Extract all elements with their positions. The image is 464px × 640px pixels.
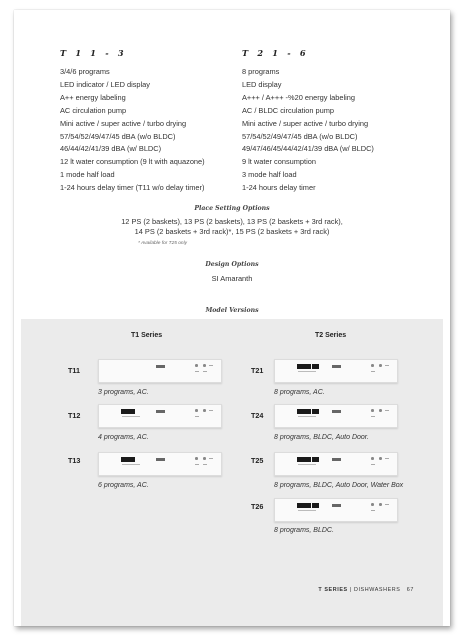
t11-13-spec-column — [60, 48, 205, 195]
place-setting-line: 12 PS (2 baskets), 13 PS (2 baskets), 13 PS (2 baskets + 3rd rack), — [121, 217, 343, 226]
page-number: 67 — [406, 587, 414, 593]
feature-item: 49/47/46/45/44/42/41/39 dBA (w/ BLDC) — [242, 144, 374, 154]
feature-item: 1-24 hours delay timer (T11 w/o delay timer) — [60, 183, 205, 193]
place-setting-line: 14 PS (2 baskets + 3rd rack)*, 15 PS (2 baskets + 3rd rack) — [134, 227, 330, 236]
catalog-page — [14, 10, 450, 626]
feature-item: 57/54/52/49/47/45 dBA (w/o BLDC) — [60, 131, 176, 141]
t2-series-title: T2 Series — [315, 332, 347, 339]
feature-item: 3/4/6 programs — [60, 67, 110, 76]
t21-26-feature-list — [242, 66, 374, 195]
feature-item: A++ energy labeling — [60, 92, 126, 102]
feature-item: 12 lt water consumption (9 lt with aquazone) — [60, 157, 205, 167]
feature-item: 9 lt water consumption — [242, 157, 316, 167]
feature-item: 57/54/52/49/47/45 dBA (w/o BLDC) — [242, 131, 358, 141]
control-panel-image — [274, 359, 398, 383]
feature-item: LED indicator / LED display — [60, 79, 150, 89]
t1-series-title: T1 Series — [131, 332, 163, 339]
model-name: T11 — [68, 366, 80, 375]
model-versions-title: Model Versions — [205, 307, 259, 314]
control-panel-image — [274, 404, 398, 428]
feature-item: A+++ / A+++ -%20 energy labeling — [242, 92, 355, 102]
model-name: T25 — [251, 456, 264, 465]
feature-item: Mini active / super active / turbo drying — [60, 118, 187, 128]
model-name: T21 — [251, 366, 264, 375]
feature-item: 46/44/42/41/39 dBA (w/ BLDC) — [60, 144, 162, 154]
model-name: T24 — [251, 411, 264, 420]
model-description: 8 programs, AC. — [274, 389, 325, 396]
model-description: 8 programs, BLDC. — [274, 527, 334, 534]
control-panel-image — [98, 404, 222, 428]
model-name: T26 — [251, 502, 264, 511]
feature-item: AC / BLDC circulation pump — [242, 105, 335, 115]
model-description: 3 programs, AC. — [98, 389, 149, 396]
feature-item: 3 mode half load — [242, 170, 297, 180]
availability-note: * Available for T25 only — [138, 241, 188, 246]
t11-13-feature-list — [60, 66, 205, 195]
t11-13-title: T 1 1 - 3 — [60, 48, 127, 58]
control-panel-image — [274, 498, 398, 522]
feature-item: Mini active / super active / turbo drying — [242, 118, 369, 128]
model-name: T12 — [68, 411, 81, 420]
control-panel-image — [98, 359, 222, 383]
control-panel-image — [274, 452, 398, 476]
feature-item: 1 mode half load — [60, 170, 115, 180]
footer-separator: | — [349, 587, 352, 593]
model-name: T13 — [68, 456, 81, 465]
feature-item: 8 programs — [242, 67, 280, 76]
model-versions-panel — [21, 319, 443, 626]
feature-item: 1-24 hours delay timer — [242, 183, 316, 193]
model-description: 4 programs, AC. — [98, 434, 149, 441]
feature-item: LED display — [242, 79, 282, 89]
place-setting-options — [14, 217, 450, 237]
model-description: 8 programs, BLDC, Auto Door. — [274, 434, 369, 441]
t21-26-spec-column — [242, 48, 374, 195]
design-option-value: SI Amaranth — [211, 274, 253, 283]
feature-item: AC circulation pump — [60, 105, 127, 115]
page-footer — [318, 587, 414, 593]
t21-26-title: T 2 1 - 6 — [242, 48, 309, 58]
footer-series: T SERIES — [318, 587, 348, 593]
footer-section: DISHWASHERS — [353, 587, 401, 593]
model-description: 8 programs, BLDC, Auto Door, Water Box — [274, 482, 404, 489]
model-description: 6 programs, AC. — [98, 482, 149, 489]
control-panel-image — [98, 452, 222, 476]
design-options-title: Design Options — [205, 261, 259, 268]
place-setting-title: Place Setting Options — [194, 205, 270, 212]
